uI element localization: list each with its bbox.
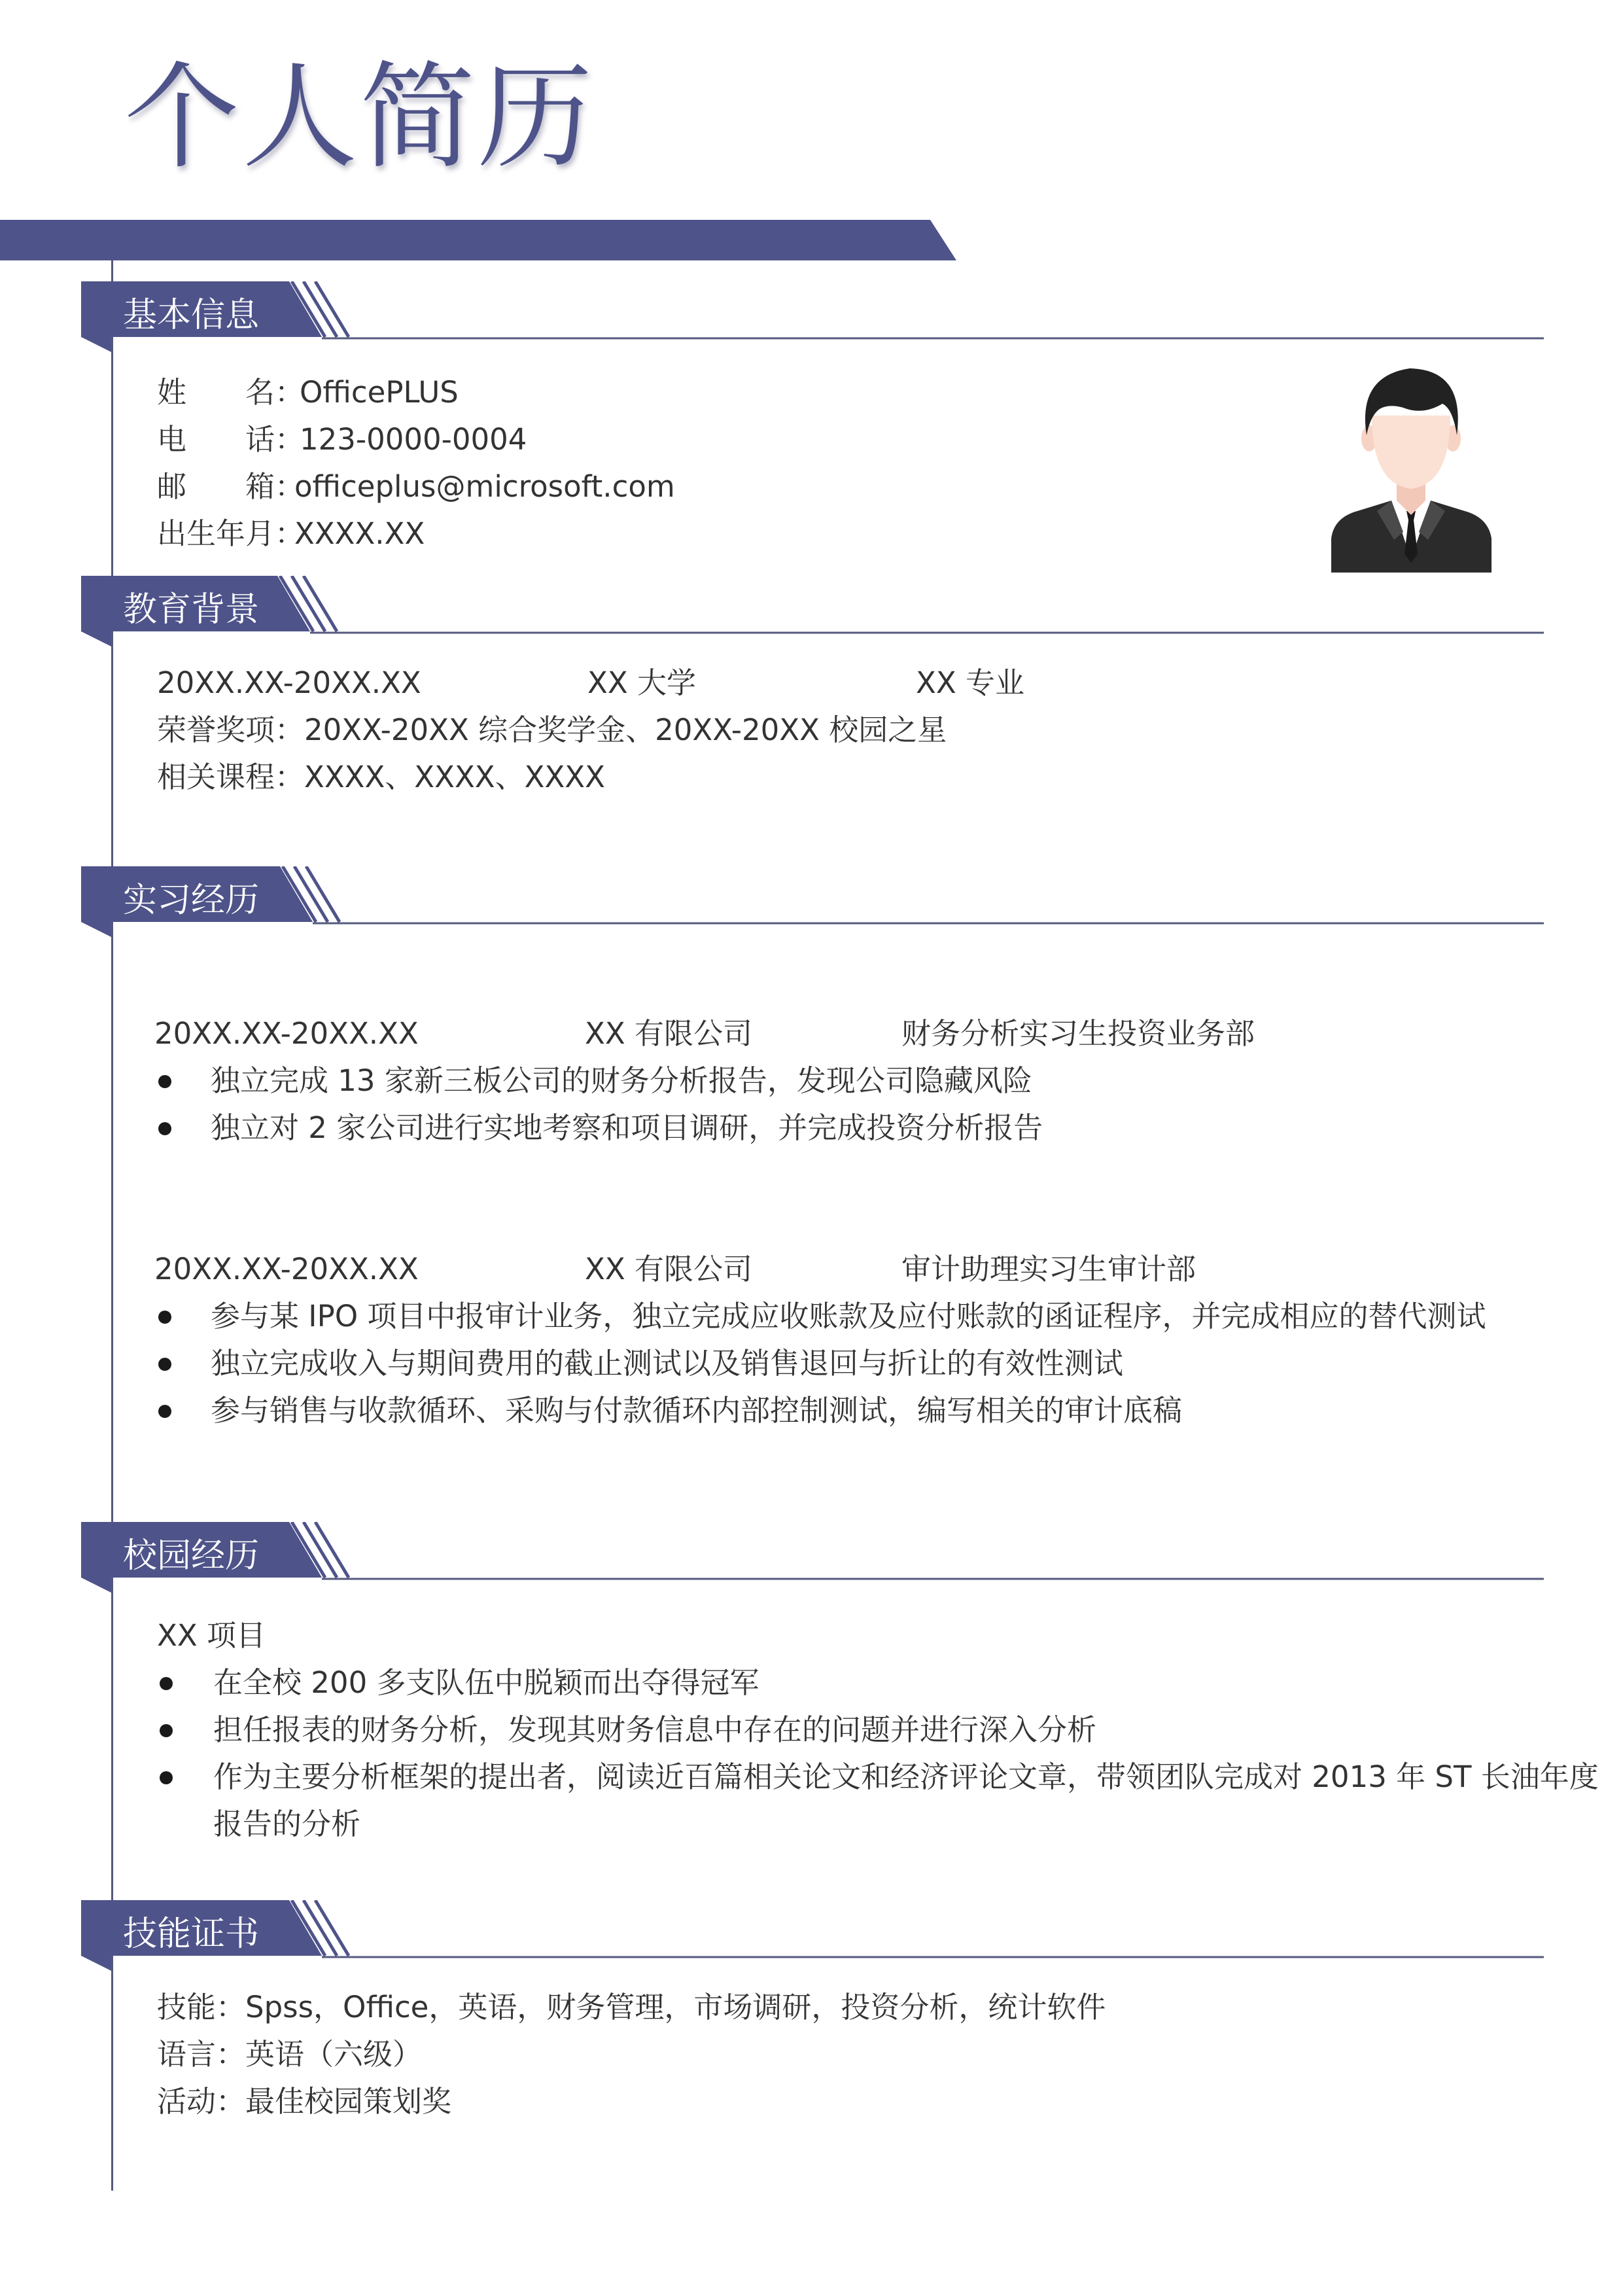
campus-project: XX 项目 [157,1618,266,1653]
internship-2-company: XX 有限公司 [585,1252,752,1286]
internship-1-bullet-1: 独立完成 13 家新三板公司的财务分析报告，发现公司隐藏风险 [211,1063,1032,1098]
name-label: 姓 名： [157,375,305,410]
section-title-basic: 基本信息 [123,296,260,335]
bullet-dot [160,1724,173,1737]
bullet-dot [158,1122,171,1135]
internship-2-bullet-2: 独立完成收入与期间费用的截止测试以及销售退回与折让的有效性测试 [211,1346,1124,1381]
education-period: 20XX.XX-20XX.XX [157,665,421,700]
internship-1-role: 财务分析实习生投资业务部 [901,1016,1255,1051]
language-line: 语言：英语（六级） [157,2037,423,2072]
birth-value: XXXX.XX [294,516,425,551]
bullet-dot [160,1771,173,1784]
campus-bullet-1: 在全校 200 多支队伍中脱颖而出夺得冠军 [213,1665,759,1700]
section-tab-shape [81,1522,1544,1627]
section-header-campus [81,1522,1544,1627]
section-title-education: 教育背景 [123,590,260,629]
name-value: OfficePLUS [300,375,459,410]
section-header-internship [81,866,1544,971]
internship-2-bullet-1: 参与某 IPO 项目中报审计业务，独立完成应收账款及应付账款的函证程序，并完成相应的替代测试 [211,1299,1486,1333]
section-title-internship: 实习经历 [123,881,260,920]
male-avatar-icon [1331,363,1492,573]
birth-label: 出生年月： [157,516,305,551]
page-title: 个人简历 [124,50,596,185]
email-value: officeplus@microsoft.com [294,469,675,504]
internship-2-role: 审计助理实习生审计部 [901,1252,1196,1286]
section-title-campus: 校园经历 [123,1536,260,1576]
section-tab-shape [81,866,1544,971]
activity-line: 活动：最佳校园策划奖 [157,2084,452,2119]
campus-bullet-3-continuation: 报告的分析 [213,1807,361,1841]
internship-1-period: 20XX.XX-20XX.XX [154,1016,419,1051]
internship-1-bullet-2: 独立对 2 家公司进行实地考察和项目调研，并完成投资分析报告 [211,1110,1043,1145]
skills-line: 技能：Spss，Office，英语，财务管理，市场调研，投资分析，统计软件 [157,1990,1106,2024]
education-school: XX 大学 [587,665,696,700]
bullet-dot [158,1311,171,1324]
internship-1-company: XX 有限公司 [585,1016,752,1051]
bullet-dot [158,1075,171,1088]
education-courses: 相关课程：XXXX、XXXX、XXXX [157,760,605,794]
campus-bullet-3: 作为主要分析框架的提出者，阅读近百篇相关论文和经济评论文章，带领团队完成对 2013 年 ST 长油年度 [213,1759,1599,1794]
phone-value: 123-0000-0004 [300,422,527,457]
internship-2-period: 20XX.XX-20XX.XX [154,1252,419,1286]
campus-bullet-2: 担任报表的财务分析，发现其财务信息中存在的问题并进行深入分析 [213,1712,1097,1747]
section-title-skills: 技能证书 [123,1915,260,1954]
bullet-dot [160,1677,173,1690]
section-header-basic [81,281,1544,386]
email-label: 邮 箱： [157,469,305,504]
bullet-dot [158,1358,171,1371]
internship-2-bullet-3: 参与销售与收款循环、采购与付款循环内部控制测试，编写相关的审计底稿 [211,1393,1183,1428]
education-major: XX 专业 [916,665,1024,700]
section-tab-shape [81,281,1544,386]
bullet-dot [158,1405,171,1418]
education-honors: 荣誉奖项：20XX-20XX 综合奖学金、20XX-20XX 校园之星 [157,713,947,747]
phone-label: 电 话： [157,422,305,457]
